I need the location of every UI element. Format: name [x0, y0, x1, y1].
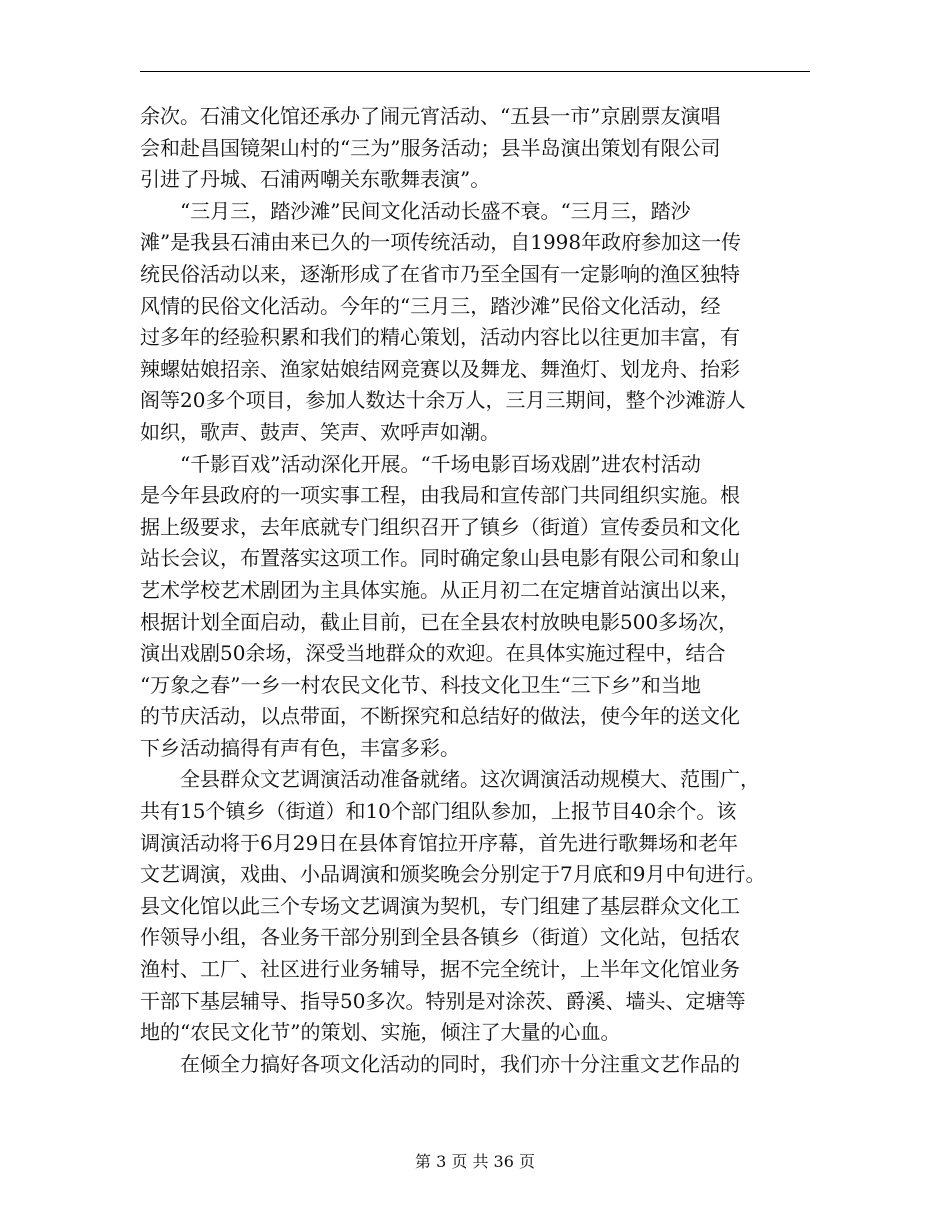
text-line: “万象之春”一乡一村农民文化节、科技文化卫生“三下乡”和当地 — [140, 672, 701, 697]
text-line: 余次。石浦文化馆还承办了闹元宵活动、“五县一市”京剧票友演唱 — [140, 104, 721, 128]
text-line: 调演活动将于6月29日在县体育馆拉开序幕，首先进行歌舞场和老年 — [140, 830, 739, 855]
body-text — [140, 101, 810, 1080]
page-number-footer: 第 3 页 共 36 页 — [415, 1152, 535, 1171]
text-line: 引进了丹城、石浦两嘲关东歌舞表演”。 — [140, 167, 491, 192]
text-line: 艺术学校艺术剧团为主具体实施。从正月初二在定塘首站演出以来， — [140, 577, 740, 602]
text-line: 是今年县政府的一项实事工程，由我局和宣传部门共同组织实施。根 — [140, 483, 740, 508]
text-line: 干部下基层辅导、指导50多次。特别是对涂茨、爵溪、墙头、定塘等 — [140, 988, 746, 1013]
text-line: 据上级要求，去年底就专门组织召开了镇乡（街道）宣传委员和文化 — [140, 514, 740, 539]
text-line: 滩”是我县石浦由来已久的一项传统活动，自1998年政府参加这一传 — [140, 230, 742, 255]
text-line: 会和赴昌国镜架山村的“三为”服务活动；县半岛演出策划有限公司 — [140, 135, 721, 160]
text-line: “三月三，踏沙滩”民间文化活动长盛不衰。“三月三，踏沙 — [140, 198, 691, 223]
text-line: 文艺调演，戏曲、小品调演和颁奖晚会分别定于7月底和9月中旬进行。 — [140, 862, 766, 887]
text-line: 站长会议，布置落实这项工作。同时确定象山县电影有限公司和象山 — [140, 546, 740, 571]
text-line: 根据计划全面启动，截止目前，已在全县农村放映电影500多场次， — [140, 609, 739, 634]
text-line: 如织，歌声、鼓声、笑声、欢呼声如潮。 — [140, 419, 500, 444]
text-line: 阁等20多个项目，参加人数达十余万人，三月三期间，整个沙滩游人 — [140, 388, 746, 413]
text-line: 风情的民俗文化活动。今年的“三月三，踏沙滩”民俗文化活动，经 — [140, 293, 721, 318]
text-line: 共有15个镇乡（街道）和10个部门组队参加，上报节目40余个。该 — [140, 799, 737, 824]
text-line: 过多年的经验积累和我们的精心策划，活动内容比以往更加丰富，有 — [140, 325, 740, 350]
header-rule — [140, 71, 810, 72]
text-line: 作领导小组，各业务干部分别到全县各镇乡（街道）文化站，包括农 — [140, 925, 740, 950]
text-line: 演出戏剧50余场，深受当地群众的欢迎。在具体实施过程中，结合 — [140, 641, 726, 666]
text-line: 的节庆活动，以点带面，不断探究和总结好的做法，使今年的送文化 — [140, 704, 740, 729]
text-line: 县文化馆以此三个专场文艺调演为契机，专门组建了基层群众文化工 — [140, 893, 740, 918]
text-line: 地的“农民文化节”的策划、实施，倾注了大量的心血。 — [140, 1020, 621, 1045]
text-line: 在倾全力搞好各项文化活动的同时，我们亦十分注重文艺作品的 — [140, 1051, 740, 1076]
text-line: 辣螺姑娘招亲、渔家姑娘结网竞赛以及舞龙、舞渔灯、划龙舟、抬彩 — [140, 356, 740, 381]
text-line: 下乡活动搞得有声有色，丰富多彩。 — [140, 735, 460, 760]
text-line: 统民俗活动以来，逐渐形成了在省市乃至全国有一定影响的渔区独特 — [140, 261, 740, 286]
text-line: 渔村、工厂、社区进行业务辅导，据不完全统计，上半年文化馆业务 — [140, 957, 740, 982]
text-line: 全县群众文艺调演活动准备就绪。这次调演活动规模大、范围广， — [140, 767, 760, 792]
text-line: “千影百戏”活动深化开展。“千场电影百场戏剧”进农村活动 — [140, 451, 701, 476]
